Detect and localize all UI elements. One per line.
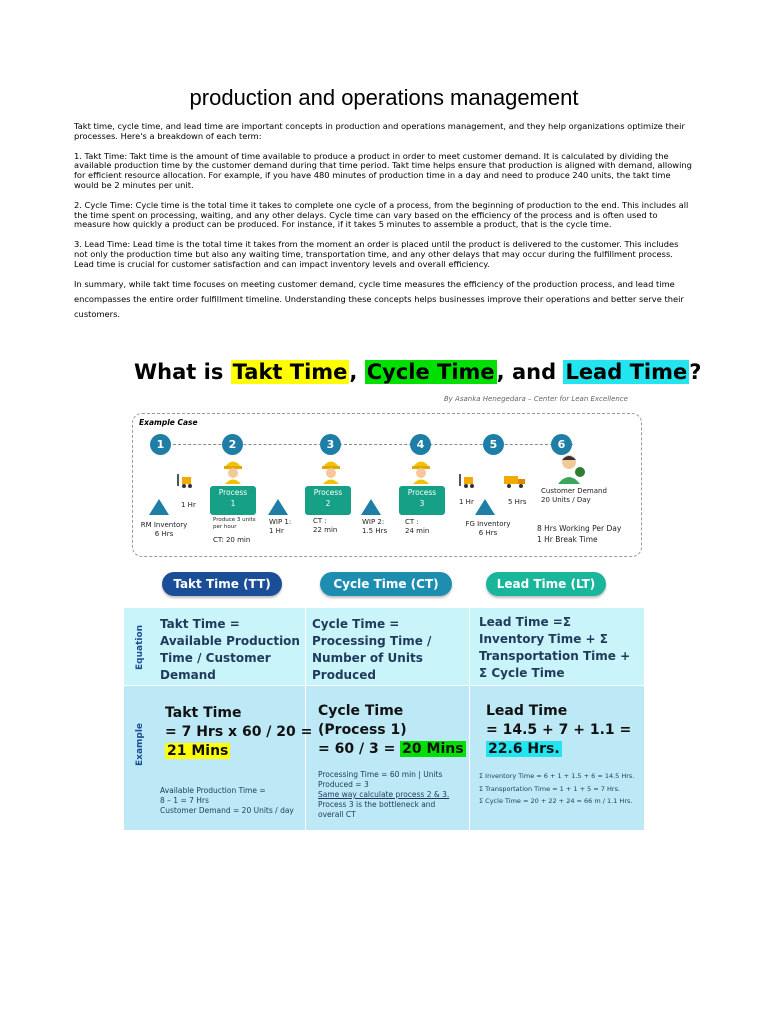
heading-lead-time: Lead Time [565, 360, 688, 384]
process-1-name: Process [218, 488, 248, 497]
customer-demand-units: 20 Units / Day [541, 496, 591, 504]
process-2-ct [313, 517, 337, 535]
working-hours-text: 8 Hrs Working Per Day [537, 524, 622, 533]
takt-example-result: 21 Mins [167, 743, 229, 759]
example-row-label: Example [135, 722, 145, 766]
rm-inventory-text: RM Inventory [140, 521, 188, 529]
wip1-triangle [268, 499, 288, 515]
lead-example-line1: Lead Time [486, 703, 568, 719]
worker-icon [222, 456, 244, 484]
fg-transport-hr: 1 Hr [459, 498, 474, 506]
lead-example-result: 22.6 Hrs. [488, 741, 560, 757]
worker-icon [410, 456, 432, 484]
customer-icon [557, 452, 585, 484]
rm-inventory-hrs: 6 Hrs [154, 530, 174, 538]
lead-time-paragraph: 3. Lead Time: Lead time is the total time it takes from the moment an order is placed until the product is delivered to the customer. This includes not only the production time but also any waiting time, transportation time, and any other delays that may occur during the fulfillment process. Lead time is crucial for customer satisfaction and can impact inventory levels and overall efficiency. [74, 239, 679, 269]
wip1-hr: 1 Hr [269, 527, 284, 535]
working-hours-label [537, 523, 621, 545]
lead-time-pill: Lead Time (LT) [486, 572, 606, 596]
takt-note-2: 8 – 1 = 7 Hrs [160, 796, 209, 805]
step-4: 4 [410, 434, 431, 455]
summary-paragraph: In summary, while takt time focuses on meeting customer demand, cycle time measures the efficiency of the production process, and lead time encompasses the entire order fulfillment timeline. Understanding these concepts helps businesses improve their operations and better serve their customers. [74, 278, 684, 319]
cycle-example-line3: = 60 / 3 = [318, 741, 401, 757]
cycle-time-example [318, 702, 466, 759]
wip1-label [269, 518, 291, 536]
process-3-box [399, 486, 445, 515]
takt-example-notes [160, 786, 294, 816]
process-1-num: 1 [230, 499, 236, 508]
process-1-note: Produce 3 units per hour [213, 517, 256, 530]
body-text [74, 122, 694, 332]
wip2-triangle [361, 499, 381, 515]
wip2-text: WIP 2: [362, 518, 385, 526]
process-3-ct [405, 518, 429, 536]
takt-time-paragraph: 1. Takt Time: Takt time is the amount of time available to produce a product in order to meet customer demand. It is calculated by dividing the available production time by the customer demand during that time period. Takt time helps ensure that production is aligned with demand, allowing for efficient resource allocation. For example, if you have 480 minutes of production time in a day and need to produce 240 units, the takt time would be 2 minutes per unit. [74, 150, 692, 190]
cycle-example-line1: Cycle Time [318, 703, 404, 719]
rm-inventory-triangle [149, 499, 169, 515]
column-divider [469, 608, 470, 830]
takt-note-3: Customer Demand = 20 Units / day [160, 806, 294, 815]
takt-time-example [165, 704, 312, 761]
step-3: 3 [320, 434, 341, 455]
page-title: production and operations management [189, 84, 579, 110]
takt-cycle-lead-infographic [124, 358, 702, 830]
process-1-ct: CT: 20 min [213, 536, 251, 544]
process-1-box [210, 486, 256, 515]
fg-inventory-label [463, 520, 513, 538]
lead-note-2: Σ Transportation Time = 1 + 1 + 5 = 7 Hrs. [479, 784, 621, 793]
process-2-min: 22 min [313, 526, 338, 534]
cycle-time-equation: Cycle Time = Processing Time / Number of Units Produced [312, 617, 432, 682]
heading-suffix: ? [689, 360, 702, 384]
infographic-heading [134, 360, 701, 384]
intro-paragraph: Takt time, cycle time, and lead time are important concepts in production and operations management, and they help organizations optimize their processes. Here's a breakdown of each term: [74, 121, 685, 141]
step-6: 6 [551, 434, 572, 455]
heading-prefix: What is [134, 360, 231, 384]
process-3-name: Process [407, 488, 437, 497]
wip2-hr: 1.5 Hrs [362, 527, 388, 535]
example-case-label: Example Case [139, 418, 198, 427]
fg-inventory-triangle [475, 499, 495, 515]
wip2-label [362, 518, 387, 536]
lead-note-3: Σ Cycle Time = 20 + 22 + 24 = 66 m / 1.1 Hrs. [479, 797, 633, 805]
worker-icon [320, 456, 342, 484]
takt-example-line1: Takt Time [165, 705, 242, 721]
wip1-text: WIP 1: [269, 518, 292, 526]
heading-sep-2: , and [496, 360, 564, 384]
lead-note-1: Σ Inventory Time = 6 + 1 + 1.5 + 6 = 14.5 Hrs. [479, 772, 635, 780]
cycle-example-notes [318, 770, 449, 820]
customer-demand-label [541, 487, 607, 505]
process-2-box [305, 486, 351, 515]
comparison-table [124, 608, 644, 830]
process-3-num: 3 [419, 499, 425, 508]
cycle-note-1: Processing Time = 60 min | Units [318, 770, 443, 779]
row-divider [124, 685, 644, 686]
cycle-note-5: overall CT [318, 810, 356, 819]
cycle-note-3: Same way calculate process 2 & 3. [318, 790, 450, 799]
takt-time-pill: Takt Time (TT) [162, 572, 282, 596]
rm-transport-hr: 1 Hr [181, 501, 196, 509]
step-5: 5 [483, 434, 504, 455]
lead-time-example [486, 702, 631, 759]
heading-takt-time: Takt Time [232, 360, 348, 384]
truck-icon [504, 474, 526, 488]
process-3-min: 24 min [405, 527, 430, 535]
step-1: 1 [150, 434, 171, 455]
fg-inventory-hrs: 6 Hrs [478, 529, 498, 537]
forklift-icon [176, 474, 194, 488]
process-2-ct-text: CT : [313, 517, 327, 525]
takt-note-1: Available Production Time = [160, 786, 266, 795]
cycle-example-result: 20 Mins [402, 741, 464, 757]
cycle-time-paragraph: 2. Cycle Time: Cycle time is the total time it takes to complete one cycle of a process, from the beginning of production to the end. This includes all the time spent on processing, waiting, and any other delays. Cycle time can vary based on the efficiency of the process and is often used to measure how quickly a product can be produced. For instance, if it takes 5 minutes to assemble a product, that is the cycle time. [74, 199, 689, 230]
example-case-box [132, 413, 642, 557]
rm-inventory-label [140, 521, 188, 539]
process-2-num: 2 [325, 499, 331, 508]
step-2: 2 [222, 434, 243, 455]
break-time-text: 1 Hr Break Time [537, 535, 598, 544]
cycle-example-line2: (Process 1) [318, 722, 407, 738]
takt-time-equation: Takt Time = Available Production Time / Customer Demand [160, 617, 300, 682]
lead-example-notes [479, 770, 634, 808]
process-2-name: Process [313, 488, 343, 497]
lead-example-line2: = 14.5 + 7 + 1.1 = [486, 722, 632, 738]
forklift-icon [458, 474, 476, 488]
cycle-note-4: Process 3 is the bottleneck and [318, 800, 436, 809]
heading-cycle-time: Cycle Time [366, 360, 495, 384]
takt-example-line2: = 7 Hrs x 60 / 20 = [165, 724, 313, 740]
lead-time-equation: Lead Time =Σ Inventory Time + Σ Transportation Time + Σ Cycle Time [479, 615, 631, 680]
flow-line [153, 444, 573, 445]
cycle-note-2: Produced = 3 [318, 780, 369, 789]
customer-demand-text: Customer Demand [541, 487, 607, 495]
truck-hrs: 5 Hrs [508, 498, 527, 506]
fg-inventory-text: FG Inventory [465, 520, 511, 528]
author-credit: By Asanka Henegedara – Center for Lean Excellence [443, 395, 628, 403]
equation-row-label: Equation [135, 624, 145, 670]
process-3-ct-text: CT : [405, 518, 419, 526]
cycle-time-pill: Cycle Time (CT) [320, 572, 452, 596]
heading-sep-1: , [349, 360, 365, 384]
